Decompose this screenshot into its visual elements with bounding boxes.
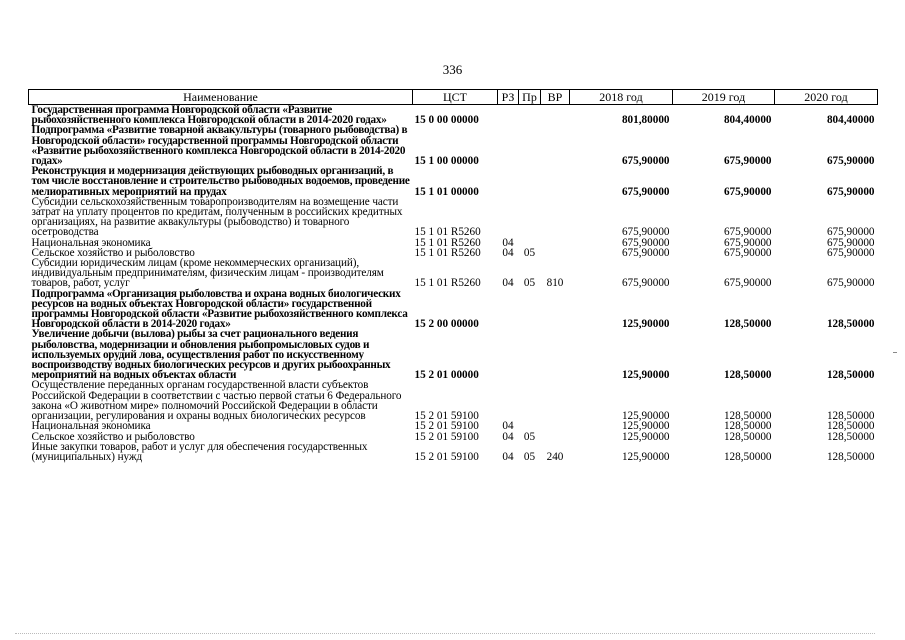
cell-cst: 15 2 00 00000	[414, 318, 479, 331]
cell-vr	[541, 166, 570, 197]
cell-pr	[519, 125, 541, 166]
table-row	[29, 442, 878, 462]
table-row	[29, 289, 878, 330]
cell-name: Иные закупки товаров, работ и услуг для обеспечения государственных (муниципальных) нужд	[31, 440, 368, 463]
cell-y2018: 675,90000	[621, 185, 670, 198]
header-rz: РЗ	[498, 90, 519, 105]
cell-vr	[541, 197, 570, 238]
cell-y2020: 128,50000	[826, 450, 875, 463]
cell-rz: 04	[502, 450, 514, 463]
cell-y2020: 675,90000	[826, 185, 875, 198]
header-cst: ЦСТ	[413, 90, 498, 105]
cell-vr	[541, 329, 570, 380]
margin-mark	[893, 352, 897, 353]
header-vr: ВР	[541, 90, 570, 105]
cell-y2020: 675,90000	[826, 246, 875, 259]
cell-y2020: 128,50000	[826, 420, 875, 433]
cell-y2018: 675,90000	[621, 277, 670, 290]
cell-rz: 04	[502, 420, 514, 433]
header-pr: Пр	[519, 90, 541, 105]
cell-vr	[541, 421, 570, 431]
cell-name: Национальная экономика	[31, 420, 151, 433]
cell-name: Сельское хозяйство и рыболовство	[31, 430, 195, 443]
cell-y2019: 128,50000	[723, 369, 772, 382]
cell-cst: 15 1 00 00000	[414, 155, 479, 168]
cell-rz: 04	[502, 236, 514, 249]
cell-name: Национальная экономика	[31, 236, 151, 249]
cell-vr: 240	[546, 450, 564, 463]
cell-pr	[519, 289, 541, 330]
cell-y2019: 128,50000	[723, 318, 772, 331]
header-2020: 2020 год	[775, 90, 878, 105]
cell-y2020: 675,90000	[826, 277, 875, 290]
cell-rz: 04	[502, 277, 514, 290]
table-row	[29, 380, 878, 421]
cell-vr	[541, 105, 570, 126]
cell-y2019: 128,50000	[723, 410, 772, 423]
cell-cst: 15 2 01 59100	[414, 420, 479, 433]
cell-cst: 15 1 01 00000	[414, 185, 479, 198]
cell-y2019: 675,90000	[723, 185, 772, 198]
cell-vr	[541, 125, 570, 166]
cell-y2020: 128,50000	[826, 410, 875, 423]
cell-y2020: 128,50000	[826, 430, 875, 443]
cell-y2020: 128,50000	[826, 369, 875, 382]
cell-rz	[498, 329, 519, 380]
page-number: 336	[442, 62, 463, 77]
cell-pr: 05	[523, 450, 536, 463]
cell-pr	[519, 166, 541, 197]
cell-y2018: 125,90000	[621, 318, 670, 331]
cell-y2019: 128,50000	[723, 450, 772, 463]
cell-name: Осуществление переданных органам государственной власти субъектов Российской Федерации в соответствии с частью первой статьи 6 Федерального закона «О животном мире» полномочий Российской Федерации в области организации, регулирования и охраны водных биологических ресурсов	[31, 379, 402, 423]
cell-y2018: 125,90000	[621, 410, 670, 423]
cell-rz	[498, 105, 519, 126]
cell-y2020: 128,50000	[826, 318, 875, 331]
cell-name: Субсидии сельскохозяйственным товаропроизводителям на возмещение части затрат на уплату процентов по кредитам, полученным в российских кредитных организациях, на развитие аквакультуры (рыбоводство) и товарного осетроводства	[31, 195, 403, 239]
cell-y2019: 804,40000	[723, 114, 772, 127]
cell-pr: 05	[523, 430, 536, 443]
cell-y2019: 675,90000	[723, 236, 772, 249]
cell-y2018: 801,80000	[621, 114, 670, 127]
table-row	[29, 166, 878, 197]
cell-y2019: 675,90000	[723, 155, 772, 168]
cell-y2019: 675,90000	[723, 277, 772, 290]
cell-name: Реконструкция и модернизация действующих рыбоводных организаций, в том числе восстановление и строительство рыбоводных водоемов, проведение мелиоративных мероприятий на прудах	[31, 165, 410, 198]
cell-name: Подпрограмма «Организация рыболовства и охрана водных биологических ресурсов на водных объектах Новгородской области» государственной программы Новгородской области «Развитие рыбохозяйственного комплекса Новгородской области в 2014-2020 годах»	[31, 287, 408, 331]
cell-name: Подпрограмма «Развитие товарной аквакультуры (товарного рыбоводства) в Новгородской области» государственной программы Новгородской области «Развитие рыбохозяйственного комплекса Новгородской области в 2014-2020 годах»	[31, 124, 408, 168]
cell-y2020: 675,90000	[826, 236, 875, 249]
cell-y2019: 128,50000	[723, 420, 772, 433]
cell-y2018: 675,90000	[621, 236, 670, 249]
cell-pr	[519, 105, 541, 126]
cell-cst: 15 2 01 59100	[414, 450, 479, 463]
cell-cst: 15 2 01 59100	[414, 410, 479, 423]
cell-rz	[498, 166, 519, 197]
cell-vr	[541, 248, 570, 258]
cell-cst: 15 2 01 59100	[414, 430, 479, 443]
cell-name: Субсидии юридическим лицам (кроме некоммерческих организаций), индивидуальным предпринимателям, физическим лицам - производителям товаров, работ, услуг	[31, 257, 384, 290]
cell-cst: 15 1 01 R5260	[414, 246, 481, 259]
cell-pr	[519, 329, 541, 380]
table-row	[29, 197, 878, 238]
cell-cst: 15 0 00 00000	[414, 114, 479, 127]
cell-y2020: 675,90000	[826, 226, 875, 239]
cell-rz: 04	[502, 430, 514, 443]
cell-rz	[498, 125, 519, 166]
cell-name: Сельское хозяйство и рыболовство	[31, 246, 195, 259]
cell-y2018: 125,90000	[621, 430, 670, 443]
cell-cst: 15 1 01 R5260	[414, 226, 481, 239]
cell-pr	[519, 380, 541, 421]
cell-vr	[541, 432, 570, 442]
cell-vr: 810	[546, 277, 564, 290]
cell-y2018: 125,90000	[621, 369, 670, 382]
cell-y2019: 128,50000	[723, 430, 772, 443]
table-row	[29, 105, 878, 126]
cell-y2019: 675,90000	[723, 246, 772, 259]
cell-vr	[541, 380, 570, 421]
cell-y2018: 675,90000	[621, 155, 670, 168]
cell-y2018: 675,90000	[621, 226, 670, 239]
cell-pr	[519, 421, 541, 431]
cell-cst: 15 1 01 R5260	[414, 236, 481, 249]
cell-pr: 05	[523, 246, 536, 259]
cell-rz	[498, 289, 519, 330]
table-header-row	[29, 90, 878, 105]
cell-y2018: 675,90000	[621, 246, 670, 259]
table-row	[29, 329, 878, 380]
table-row	[29, 421, 878, 431]
header-2018: 2018 год	[570, 90, 673, 105]
cell-y2019: 675,90000	[723, 226, 772, 239]
cell-name: Государственная программа Новгородской области «Развитие рыбохозяйственного комплекса Новгородской области в 2014-2020 годах»	[31, 104, 387, 127]
table-row	[29, 125, 878, 166]
table-row	[29, 258, 878, 289]
header-2019: 2019 год	[673, 90, 775, 105]
cell-pr: 05	[523, 277, 536, 290]
cell-rz: 04	[502, 246, 514, 259]
cell-y2020: 675,90000	[826, 155, 875, 168]
cell-pr	[519, 197, 541, 238]
page-bottom-edge	[15, 633, 875, 635]
header-name: Наименование	[29, 90, 413, 105]
cell-rz	[498, 197, 519, 238]
cell-y2018: 125,90000	[621, 420, 670, 433]
cell-vr	[541, 289, 570, 330]
cell-rz	[498, 380, 519, 421]
cell-y2020: 804,40000	[826, 114, 875, 127]
cell-vr	[541, 238, 570, 248]
cell-cst: 15 1 01 R5260	[414, 277, 481, 290]
cell-cst: 15 2 01 00000	[414, 369, 479, 382]
cell-y2018: 125,90000	[621, 450, 670, 463]
cell-name: Увеличение добычи (вылова) рыбы за счет рационального ведения рыболовства, модернизации и обновления рыбопромысловых судов и используемых орудий лова, осуществления работ по искусственному воспроизводству водных биологических ресурсов и других рыбоохранных мероприятий на водных объектах области	[31, 328, 391, 382]
budget-table	[28, 89, 878, 462]
